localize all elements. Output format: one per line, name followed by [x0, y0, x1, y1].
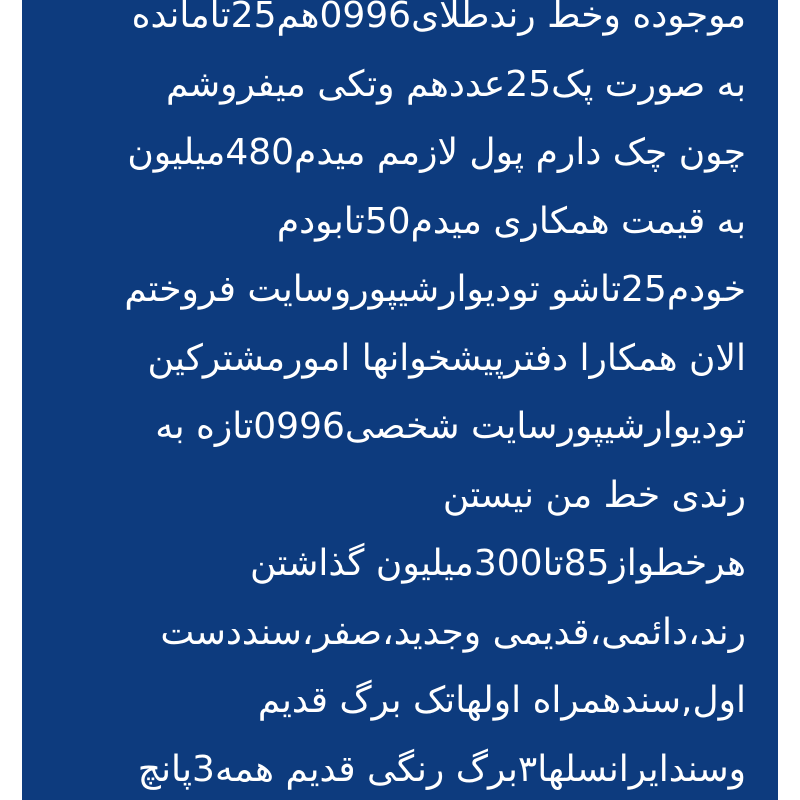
message-line-10: رند،دائمی،قدیمی وجدید،صفر،سنددست: [160, 611, 746, 653]
message-line-5: خودم25تاشو تودیوارشیپوروسایت فروختم: [124, 269, 746, 310]
message-panel: [22, 0, 778, 800]
message-line-7: تودیوارشیپورسایت شخصی0996تازه به: [155, 406, 746, 447]
message-line-1: موجوده وخط رندطلای0996هم25تامانده: [131, 0, 746, 36]
message-line-9: هرخطواز85تا300میلیون گذاشتن: [249, 543, 746, 584]
message-line-3: چون چک دارم پول لازمم میدم480میلیون: [127, 132, 746, 173]
message-line-11: اول,سندهمراه اولهاتک برگ قدیم: [257, 680, 746, 721]
message-line-12: وسندایرانسلها۳برگ رنگی قدیم همه3پانچ: [137, 748, 746, 790]
message-line-8: رندی خط من نیستن: [442, 474, 746, 516]
message-line-6: الان همکارا دفترپیشخوانها امورمشترکین: [147, 337, 746, 379]
message-text: [46, 0, 746, 800]
message-line-4: به قیمت همکاری میدم50تابودم: [276, 200, 746, 242]
message-line-2: به صورت پک25عددهم وتکی میفروشم: [166, 63, 746, 105]
